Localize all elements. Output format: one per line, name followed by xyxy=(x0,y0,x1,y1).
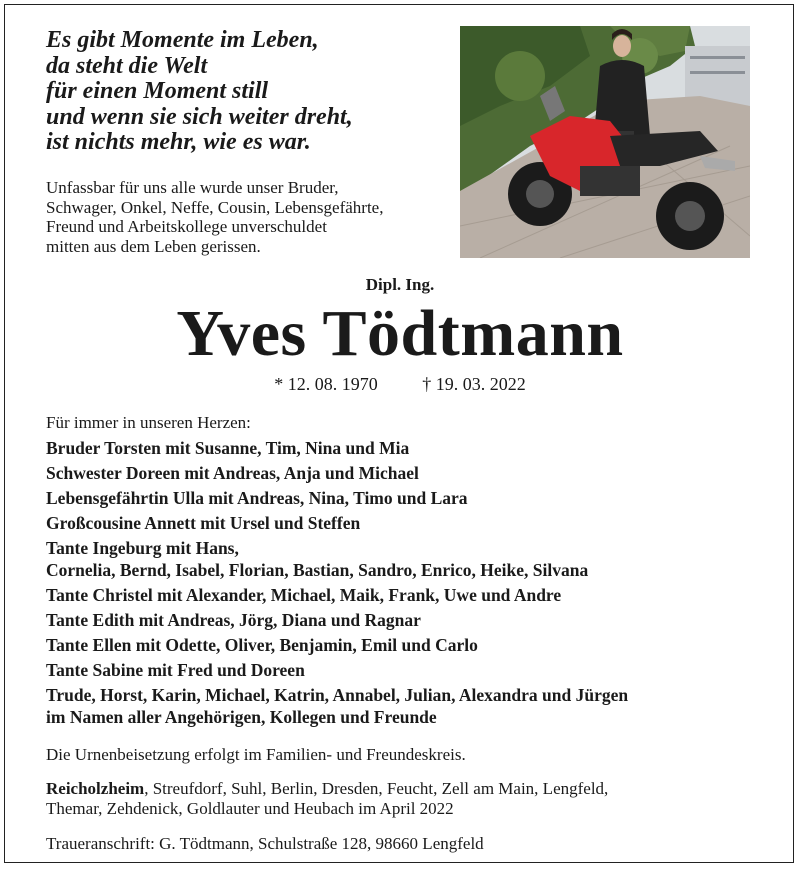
intro-line: Schwager, Onkel, Neffe, Cousin, Lebensgefährte, xyxy=(46,197,384,217)
mourner-line: im Namen aller Angehörigen, Kollegen und Freunde xyxy=(46,707,437,727)
poem-line: ist nichts mehr, wie es war. xyxy=(46,129,311,155)
mourner-group xyxy=(46,537,766,581)
mourner-line: Tante Sabine mit Fred und Doreen xyxy=(46,660,305,680)
mourner-group xyxy=(46,609,766,631)
mourners-block xyxy=(46,412,766,855)
mourner-line: Trude, Horst, Karin, Michael, Katrin, Annabel, Julian, Alexandra und Jürgen xyxy=(46,685,629,705)
mourner-line: Tante Ingeburg mit Hans, xyxy=(46,538,239,558)
mourner-line: Cornelia, Bernd, Isabel, Florian, Bastian, Sandro, Enrico, Heike, Silvana xyxy=(46,560,589,580)
mourner-line: Lebensgefährtin Ulla mit Andreas, Nina, Timo und Lara xyxy=(46,488,468,508)
places-line2: Themar, Zehdenick, Goldlauter und Heubach im April 2022 xyxy=(46,799,454,818)
mourner-line: Tante Edith mit Andreas, Jörg, Diana und Ragnar xyxy=(46,610,421,630)
mourner-group xyxy=(46,487,766,509)
death-date: † 19. 03. 2022 xyxy=(422,374,526,394)
academic-title: Dipl. Ing. xyxy=(365,275,435,294)
mourner-line: Bruder Torsten mit Susanne, Tim, Nina und Mia xyxy=(46,438,410,458)
poem-line: Es gibt Momente im Leben, xyxy=(46,27,319,53)
mourner-group xyxy=(46,659,766,681)
poem-line: da steht die Welt xyxy=(46,52,208,79)
mourner-line: Großcousine Annett mit Ursel und Steffen xyxy=(46,513,361,533)
intro-text xyxy=(46,178,426,256)
deceased-name: Yves Tödtmann xyxy=(176,297,624,370)
places-town: Reicholzheim xyxy=(46,779,145,798)
mourner-line: Tante Christel mit Alexander, Michael, Maik, Frank, Uwe und Andre xyxy=(46,585,562,605)
mourner-line: Schwester Doreen mit Andreas, Anja und Michael xyxy=(46,463,419,483)
mourner-group xyxy=(46,584,766,606)
mourner-group xyxy=(46,634,766,656)
mourner-group xyxy=(46,512,766,534)
life-dates xyxy=(0,374,800,395)
mourner-group xyxy=(46,684,766,728)
birth-date: * 12. 08. 1970 xyxy=(274,374,378,394)
intro-line: Unfassbar für uns alle wurde unser Bruder, xyxy=(46,178,339,197)
burial-note: Die Urnenbeisetzung erfolgt im Familien- und Freundeskreis. xyxy=(46,745,466,764)
mourner-group xyxy=(46,437,766,459)
intro-line: Freund und Arbeitskollege unverschuldet xyxy=(46,217,327,236)
portrait-with-motorcycle-photo xyxy=(460,26,750,258)
poem xyxy=(46,28,446,156)
photo-illustration xyxy=(460,26,750,258)
places-list xyxy=(46,779,766,819)
mourners-lead: Für immer in unseren Herzen: xyxy=(46,413,251,432)
mourning-address: Traueranschrift: G. Tödtmann, Schulstraße 128, 98660 Lengfeld xyxy=(46,834,484,853)
poem-line: für einen Moment still xyxy=(46,78,269,104)
poem-line: und wenn sie sich weiter dreht, xyxy=(46,103,353,130)
intro-line: mitten aus dem Leben gerissen. xyxy=(46,236,261,256)
places-rest: , Streufdorf, Suhl, Berlin, Dresden, Feucht, Zell am Main, Lengfeld, xyxy=(144,779,609,798)
mourner-group xyxy=(46,462,766,484)
mourner-line: Tante Ellen mit Odette, Oliver, Benjamin, Emil und Carlo xyxy=(46,635,478,655)
